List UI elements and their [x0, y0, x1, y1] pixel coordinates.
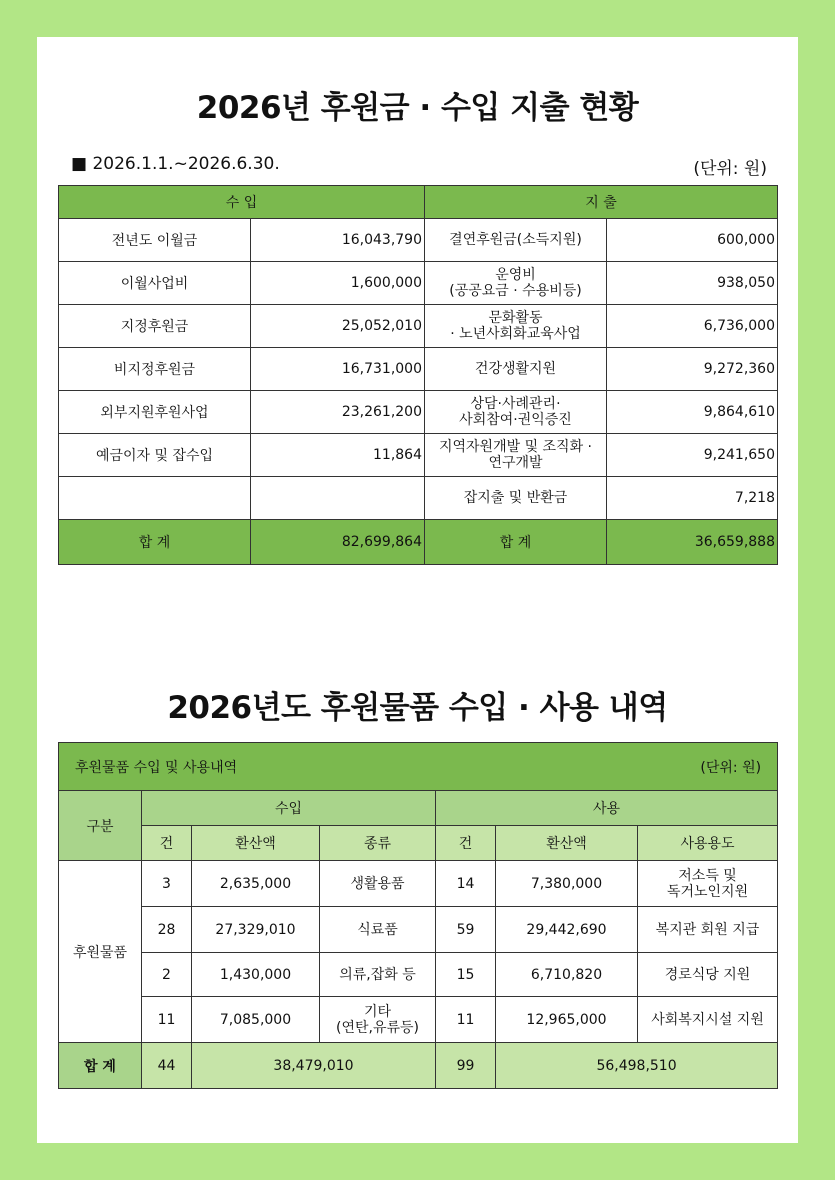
col-in-amount: 환산액 — [192, 826, 320, 861]
expense-value: 9,241,650 — [607, 434, 778, 477]
expense-label — [425, 348, 607, 391]
in-amount: 7,085,000 — [192, 997, 320, 1043]
income-value: 23,261,200 — [251, 391, 425, 434]
unit-label: (단위: 원) — [693, 159, 767, 179]
expense-label-line2: 사회참여·권익증진 — [459, 412, 572, 428]
table-unit: (단위: 원) — [700, 759, 762, 776]
purpose-cell — [638, 907, 778, 953]
income-value: 25,052,010 — [251, 305, 425, 348]
col-purpose: 사용용도 — [638, 826, 778, 861]
caption-row — [59, 743, 778, 791]
expense-total-label: 합 계 — [425, 520, 607, 565]
income-label: 이월사업비 — [59, 262, 251, 305]
expense-value: 9,272,360 — [607, 348, 778, 391]
purpose-line1: 경로식당 지원 — [664, 966, 751, 983]
type-line1: 의류,잡화 등 — [339, 966, 416, 983]
purpose-cell — [638, 953, 778, 997]
table-row — [59, 953, 778, 997]
out-count: 14 — [436, 861, 496, 907]
out-amount: 29,442,690 — [496, 907, 638, 953]
total-row — [59, 520, 778, 565]
total-out-amount: 56,498,510 — [496, 1043, 778, 1089]
expense-total-value: 36,659,888 — [607, 520, 778, 565]
income-header: 수 입 — [59, 186, 425, 219]
income-label: 지정후원금 — [59, 305, 251, 348]
expense-value: 938,050 — [607, 262, 778, 305]
income-label — [59, 477, 251, 520]
income-expense-table — [58, 185, 778, 565]
period-label: ■ 2026.1.1.~2026.6.30. — [71, 154, 280, 174]
expense-value: 9,864,610 — [607, 391, 778, 434]
table-row — [59, 262, 778, 305]
expense-value: 6,736,000 — [607, 305, 778, 348]
in-count: 28 — [142, 907, 192, 953]
table-row — [59, 391, 778, 434]
category-cell: 후원물품 — [59, 861, 142, 1043]
document-page — [37, 37, 798, 1143]
expense-value: 7,218 — [607, 477, 778, 520]
expense-label-line2: 연구개발 — [488, 455, 543, 471]
expense-label-line1: 결연후원금(소득지원) — [449, 232, 582, 248]
expense-label-line2: (공공요금 · 수용비등) — [449, 283, 582, 299]
type-line1: 식료품 — [357, 921, 398, 938]
expense-label-line1: 지역자원개발 및 조직화 · — [438, 439, 593, 455]
table-row — [59, 434, 778, 477]
expense-label — [425, 477, 607, 520]
col-gubun: 구분 — [59, 791, 142, 861]
income-expense-title: 2026년 후원금 · 수입 지출 현황 — [196, 90, 639, 126]
donated-goods-title: 2026년도 후원물품 수입 · 사용 내역 — [167, 690, 668, 726]
table-row — [59, 477, 778, 520]
expense-label-line1: 건강생활지원 — [474, 361, 557, 377]
income-value — [251, 477, 425, 520]
out-count: 15 — [436, 953, 496, 997]
total-in-amount: 38,479,010 — [192, 1043, 436, 1089]
col-out-amount: 환산액 — [496, 826, 638, 861]
purpose-cell — [638, 997, 778, 1043]
income-value: 16,043,790 — [251, 219, 425, 262]
expense-label — [425, 262, 607, 305]
type-cell — [320, 907, 436, 953]
expense-label — [425, 219, 607, 262]
purpose-line1: 사회복지시설 지원 — [651, 1011, 764, 1028]
expense-label-line2: · 노년사회화교육사업 — [450, 326, 581, 342]
col-out-count: 건 — [436, 826, 496, 861]
total-in-count: 44 — [142, 1043, 192, 1089]
in-count: 3 — [142, 861, 192, 907]
expense-label-line1: 상담·사례관리· — [470, 396, 561, 412]
purpose-line2: 독거노인지원 — [666, 883, 749, 900]
type-line1: 기타 — [363, 1003, 392, 1020]
expense-value: 600,000 — [607, 219, 778, 262]
type-line2: (연탄,유류등) — [336, 1019, 419, 1036]
type-line1: 생활용품 — [350, 875, 405, 892]
out-count: 11 — [436, 997, 496, 1043]
income-value: 11,864 — [251, 434, 425, 477]
out-amount: 6,710,820 — [496, 953, 638, 997]
in-amount: 2,635,000 — [192, 861, 320, 907]
out-amount: 7,380,000 — [496, 861, 638, 907]
col-income: 수입 — [142, 791, 436, 826]
expense-header: 지 출 — [425, 186, 778, 219]
income-label: 전년도 이월금 — [59, 219, 251, 262]
type-cell — [320, 861, 436, 907]
col-use: 사용 — [436, 791, 778, 826]
table-caption: 후원물품 수입 및 사용내역 — [75, 759, 238, 776]
expense-label-line1: 운영비 — [495, 267, 536, 283]
in-count: 2 — [142, 953, 192, 997]
income-label: 외부지원후원사업 — [59, 391, 251, 434]
subheader-row — [59, 826, 778, 861]
in-count: 11 — [142, 997, 192, 1043]
total-label: 합 계 — [59, 1043, 142, 1089]
expense-label-line1: 문화활동 — [488, 310, 543, 326]
out-count: 59 — [436, 907, 496, 953]
income-label: 비지정후원금 — [59, 348, 251, 391]
table-row — [59, 219, 778, 262]
income-total-label: 합 계 — [59, 520, 251, 565]
type-cell — [320, 997, 436, 1043]
table-row — [59, 907, 778, 953]
col-in-count: 건 — [142, 826, 192, 861]
expense-label — [425, 391, 607, 434]
type-cell — [320, 953, 436, 997]
total-out-count: 99 — [436, 1043, 496, 1089]
income-value: 16,731,000 — [251, 348, 425, 391]
income-value: 1,600,000 — [251, 262, 425, 305]
purpose-cell — [638, 861, 778, 907]
purpose-line1: 저소득 및 — [678, 867, 737, 884]
expense-label — [425, 305, 607, 348]
out-amount: 12,965,000 — [496, 997, 638, 1043]
expense-label-line1: 잡지출 및 반환금 — [463, 490, 568, 506]
table-header-row — [59, 186, 778, 219]
income-total-value: 82,699,864 — [251, 520, 425, 565]
purpose-line1: 복지관 회원 지급 — [655, 921, 760, 938]
table-row — [59, 348, 778, 391]
table-row — [59, 997, 778, 1043]
header-row — [59, 791, 778, 826]
table-row — [59, 861, 778, 907]
table-caption-cell — [59, 743, 778, 791]
expense-label — [425, 434, 607, 477]
donated-goods-table — [58, 742, 778, 1089]
in-amount: 1,430,000 — [192, 953, 320, 997]
table-row — [59, 305, 778, 348]
in-amount: 27,329,010 — [192, 907, 320, 953]
col-type: 종류 — [320, 826, 436, 861]
total-row — [59, 1043, 778, 1089]
income-label: 예금이자 및 잡수입 — [59, 434, 251, 477]
